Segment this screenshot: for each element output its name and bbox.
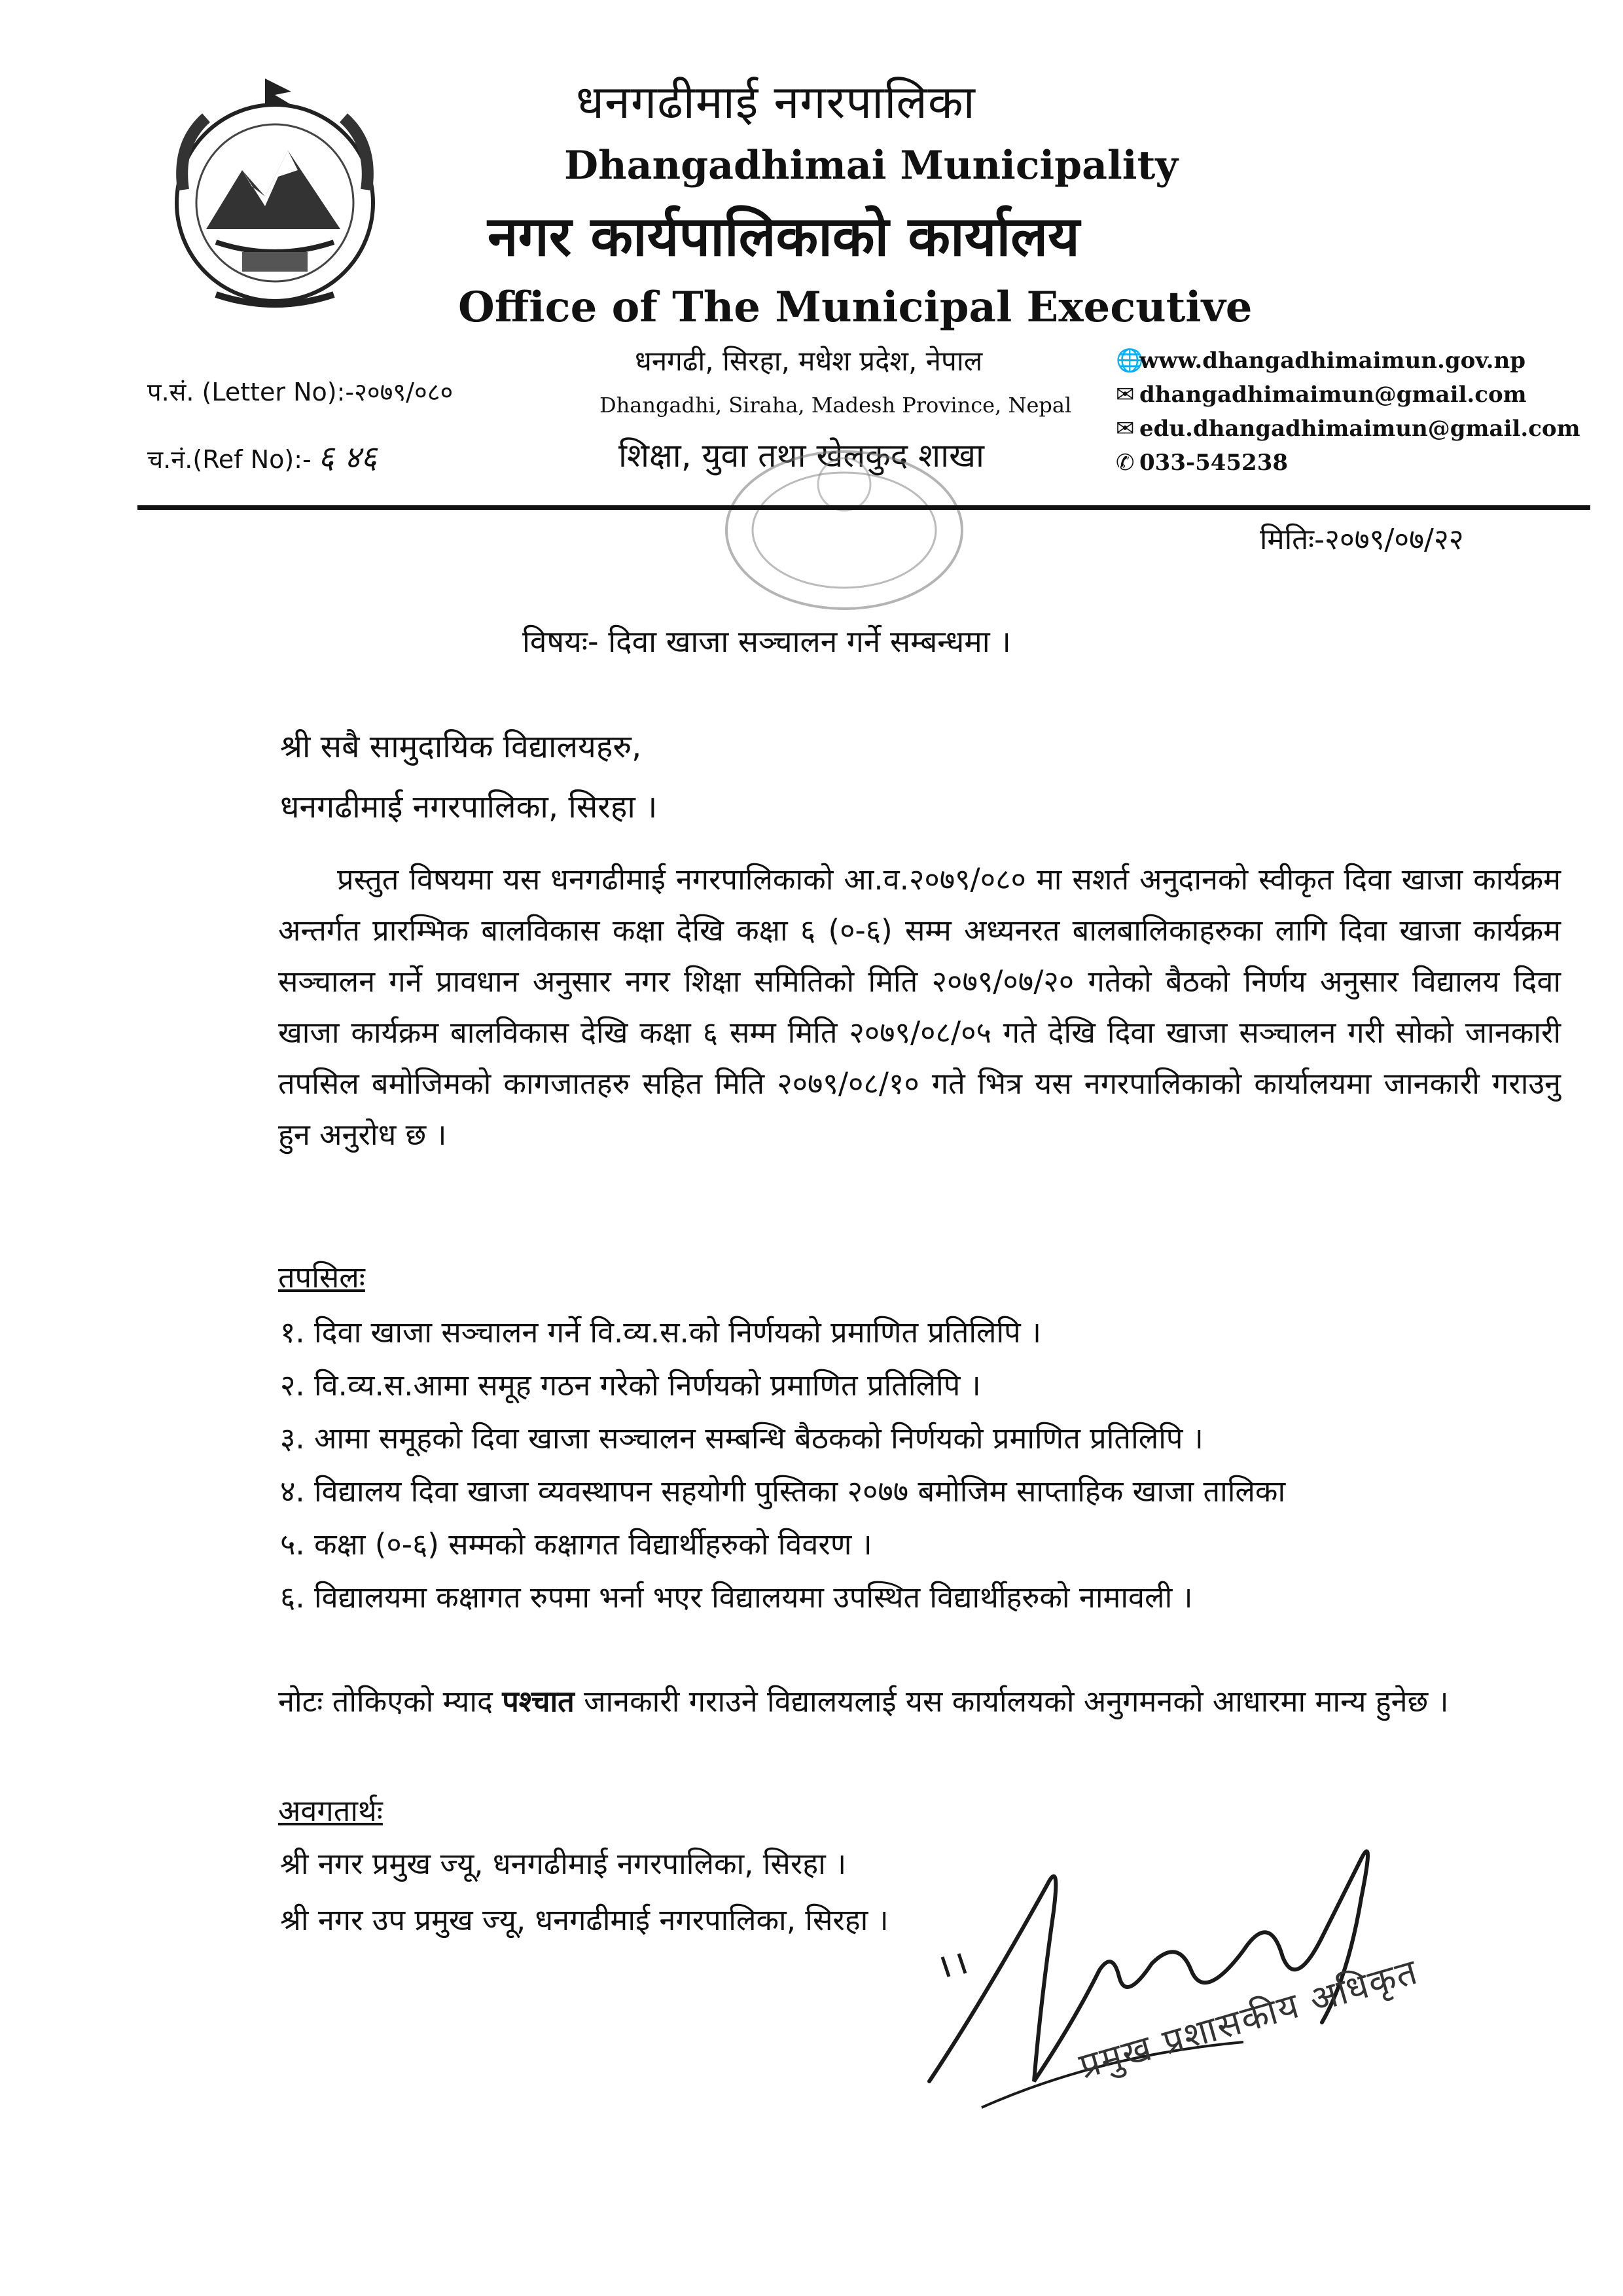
letter-date: मितिः-२०७९/०७/२२ — [1260, 523, 1464, 556]
office-name-english: Office of The Municipal Executive — [458, 283, 1253, 332]
address-english: Dhangadhi, Siraha, Madesh Province, Nepal — [599, 393, 1072, 418]
enclosure-title: तपसिलः — [278, 1260, 365, 1295]
list-item: ४. विद्यालय दिवा खाजा व्यवस्थापन सहयोगी पुस्तिका २०७७ बमोजिम साप्ताहिक खाजा तालिका — [280, 1474, 1286, 1509]
phone-line — [1116, 446, 1580, 480]
cc-title: अवगतार्थः — [278, 1793, 383, 1828]
ref-number — [147, 435, 377, 478]
enclosure-list — [280, 1306, 1285, 1624]
cc-line-1: श्री नगर प्रमुख ज्यू, धनगढीमाई नगरपालिका, सिरहा । — [280, 1846, 847, 1881]
cc-line-2: श्री नगर उप प्रमुख ज्यू, धनगढीमाई नगरपालिका, सिरहा । — [280, 1903, 889, 1937]
municipality-name-nepali: धनगढीमाई नगरपालिका — [576, 75, 976, 129]
office-name-nepali: नगर कार्यपालिकाको कार्यालय — [488, 204, 1080, 268]
addressee-line-2: धनगढीमाई नगरपालिका, सिरहा । — [280, 789, 658, 825]
municipality-name-english: Dhangadhimai Municipality — [564, 143, 1179, 188]
addressee-line-1: श्री सबै सामुदायिक विद्यालयहरु, — [280, 728, 642, 765]
list-item: २. वि.व्य.स.आमा समूह गठन गरेको निर्णयको प्रमाणित प्रतिलिपि । — [280, 1368, 981, 1403]
website-link[interactable]: www.dhangadhimaimun.gov.np — [1139, 348, 1525, 374]
signatory-title: प्रमुख प्रशासकीय अधिकृत — [1075, 1950, 1423, 2087]
letter-number: प.सं. (Letter No):-२०७९/०८० — [147, 378, 454, 406]
website-line — [1116, 344, 1580, 378]
email-link-1[interactable]: dhangadhimaimun@gmail.com — [1139, 382, 1527, 408]
ref-number-label: च.नं.(Ref No):- — [147, 445, 312, 474]
list-item: १. दिवा खाजा सञ्चालन गर्ने वि.व्य.स.को निर्णयको प्रमाणित प्रतिलिपि । — [280, 1315, 1042, 1350]
subject-line: विषयः- दिवा खाजा सञ्चालन गर्ने सम्बन्धमा । — [522, 624, 1011, 659]
email-line-2 — [1116, 412, 1580, 446]
body-paragraph: प्रस्तुत विषयमा यस धनगढीमाई नगरपालिकाको आ.व.२०७९/०८० मा सशर्त अनुदानको स्वीकृत दिवा खाजा कार्यक्रम अन्तर्गत प्रारम्भिक बालविकास कक्षा देखि कक्षा ६ (०-६) सम्म अध्यनरत बालबालिकाहरुका लागि दिवा खाजा कार्यक्रम सञ्चालन गर्ने प्रावधान अनुसार नगर शिक्षा समितिको मिति २०७९/०७/२० गतेको बैठको निर्णय अनुसार विद्यालय दिवा खाजा कार्यक्रम बालविकास देखि कक्षा ६ सम्म मिति २०७९/०८/०५ गते देखि दिवा खाजा सञ्चालन गरी सोको जानकारी तपसिल बमोजिमको कागजातहरु सहित मिति २०७९/०८/१० गते भित्र यस नगरपालिकाको कार्यालयमा जानकारी गराउनु हुन अनुरोध छ । — [278, 862, 1561, 1152]
email-line-1 — [1116, 378, 1580, 412]
note-paragraph — [278, 1676, 1561, 1728]
note-text-after: जानकारी गराउने विद्यालयलाई यस कार्यालयको अनुगमनको आधारमा मान्य हुनेछ । — [574, 1684, 1449, 1719]
contact-block — [1116, 344, 1580, 480]
list-item: ३. आमा समूहको दिवा खाजा सञ्चालन सम्बन्धि बैठकको निर्णयको प्रमाणित प्रतिलिपि । — [280, 1421, 1204, 1456]
nepal-emblem-icon — [144, 65, 406, 327]
note-text-before: नोटः तोकिएको म्याद — [278, 1684, 503, 1719]
addressee-block — [280, 717, 657, 837]
email-link-2[interactable]: edu.dhangadhimaimun@gmail.com — [1139, 416, 1580, 442]
list-item: ५. कक्षा (०-६) सम्मको कक्षागत विद्यार्थीहरुको विवरण । — [280, 1527, 872, 1562]
header-divider — [137, 505, 1590, 510]
office-stamp-icon — [707, 432, 982, 628]
branch-name: शिक्षा, युवा तथा खेलकुद शाखा — [618, 437, 984, 475]
phone-number: 033-545238 — [1139, 450, 1289, 476]
phone-icon: ✆ — [1116, 450, 1135, 476]
mail-icon: ✉ — [1116, 382, 1135, 408]
ref-number-value: ६ ४६ — [317, 439, 377, 476]
note-emphasis: पश्चात — [502, 1684, 575, 1719]
cc-list — [280, 1836, 889, 1948]
mail-icon: ✉ — [1116, 416, 1135, 442]
list-item: ६. विद्यालयमा कक्षागत रुपमा भर्ना भएर विद्यालयमा उपस्थित विद्यार्थीहरुको नामावली । — [280, 1580, 1193, 1615]
address-nepali: धनगढी, सिरहा, मधेश प्रदेश, नेपाल — [635, 345, 983, 377]
globe-icon: 🌐 — [1116, 348, 1144, 374]
